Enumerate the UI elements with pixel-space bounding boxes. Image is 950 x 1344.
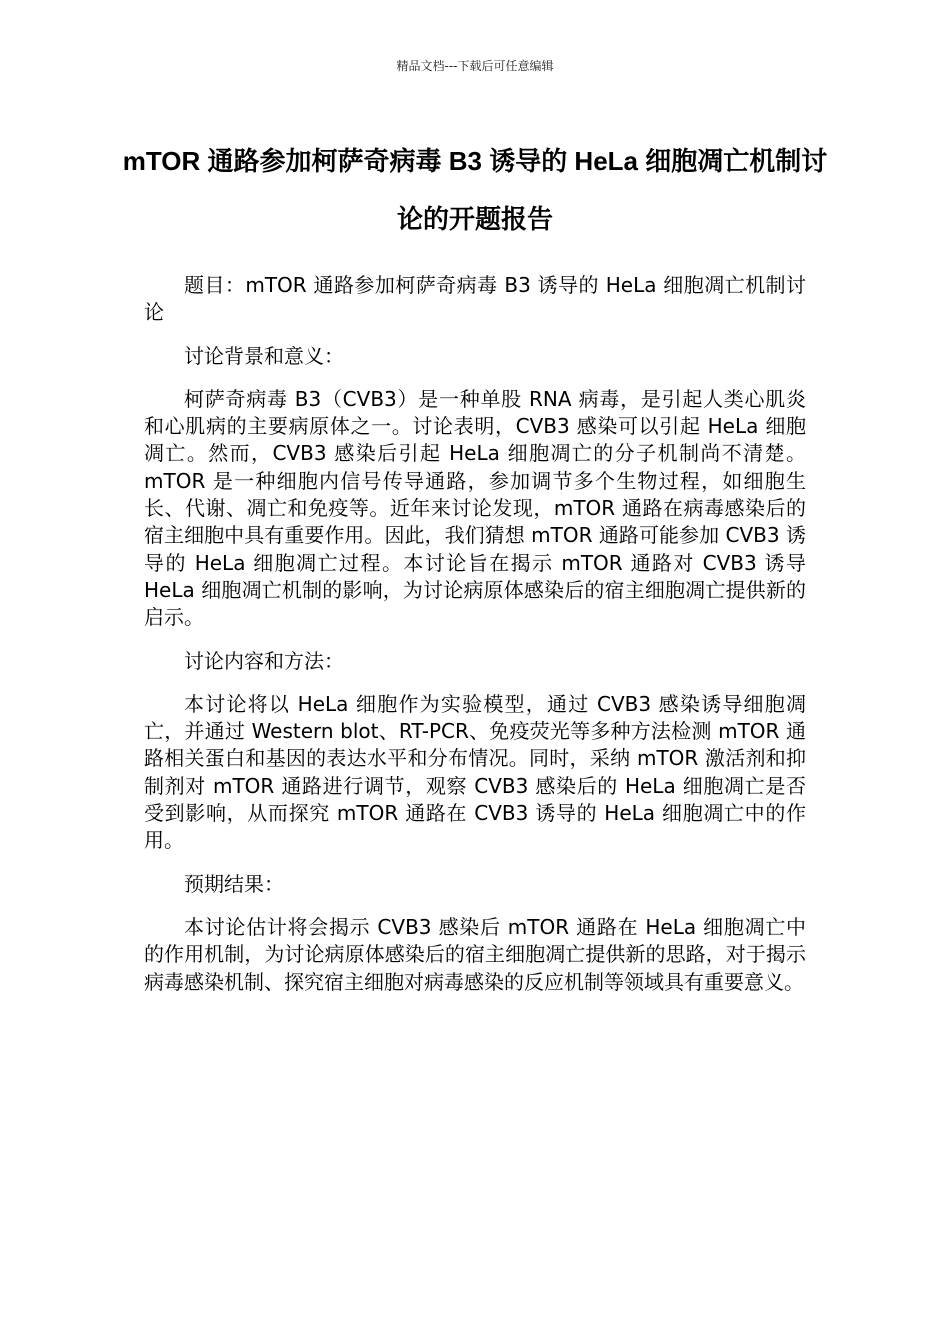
methods-paragraph: 本讨论将以 HeLa 细胞作为实验模型，通过 CVB3 感染诱导细胞凋亡，并通过 Western blot、RT-PCR、免疫荧光等多种方法检测 mTOR 通路相关蛋白和基因的表达水平和分布情况。同时，采纳 mTOR 激活剂和抑制剂对 mTOR 通路进行调节，观察 CVB3 感染后的 HeLa 细胞凋亡是否受到影响，从而探究 mTOR 通路在 CVB3 诱导的 HeLa 细胞凋亡中的作用。 [144,691,806,853]
document-body [144,272,806,1012]
topic-paragraph: 题目：mTOR 通路参加柯萨奇病毒 B3 诱导的 HeLa 细胞凋亡机制讨论 [144,273,806,325]
section-heading-background: 讨论背景和意义： [184,343,344,368]
expected-results-paragraph: 本讨论估计将会揭示 CVB3 感染后 mTOR 通路在 HeLa 细胞凋亡中的作用机制，为讨论病原体感染后的宿主细胞凋亡提供新的思路，对于揭示病毒感染机制、探究宿主细胞对病毒感染的反应机制等领域具有重要意义。 [144,914,806,994]
header-note: 精品文档---下载后可任意编辑 [396,59,554,73]
document-title: mTOR 通路参加柯萨奇病毒 B3 诱导的 HeLa 细胞凋亡机制讨论的开题报告 [122,146,828,234]
section-heading-expected-results: 预期结果： [184,871,284,896]
background-paragraph: 柯萨奇病毒 B3（CVB3）是一种单股 RNA 病毒，是引起人类心肌炎和心肌病的主要病原体之一。讨论表明，CVB3 感染可以引起 HeLa 细胞凋亡。然而，CVB3 感染后引起 HeLa 细胞凋亡的分子机制尚不清楚。mTOR 是一种细胞内信号传导通路，参加调节多个生物过程，如细胞生长、代谢、凋亡和免疫等。近年来讨论发现，mTOR 通路在病毒感染后的宿主细胞中具有重要作用。因此，我们猜想 mTOR 通路可能参加 CVB3 诱导的 HeLa 细胞凋亡过程。本讨论旨在揭示 mTOR 通路对 CVB3 诱导 HeLa 细胞凋亡机制的影响，为讨论病原体感染后的宿主细胞凋亡提供新的启示。 [144,386,806,630]
section-heading-methods: 讨论内容和方法： [184,648,344,673]
